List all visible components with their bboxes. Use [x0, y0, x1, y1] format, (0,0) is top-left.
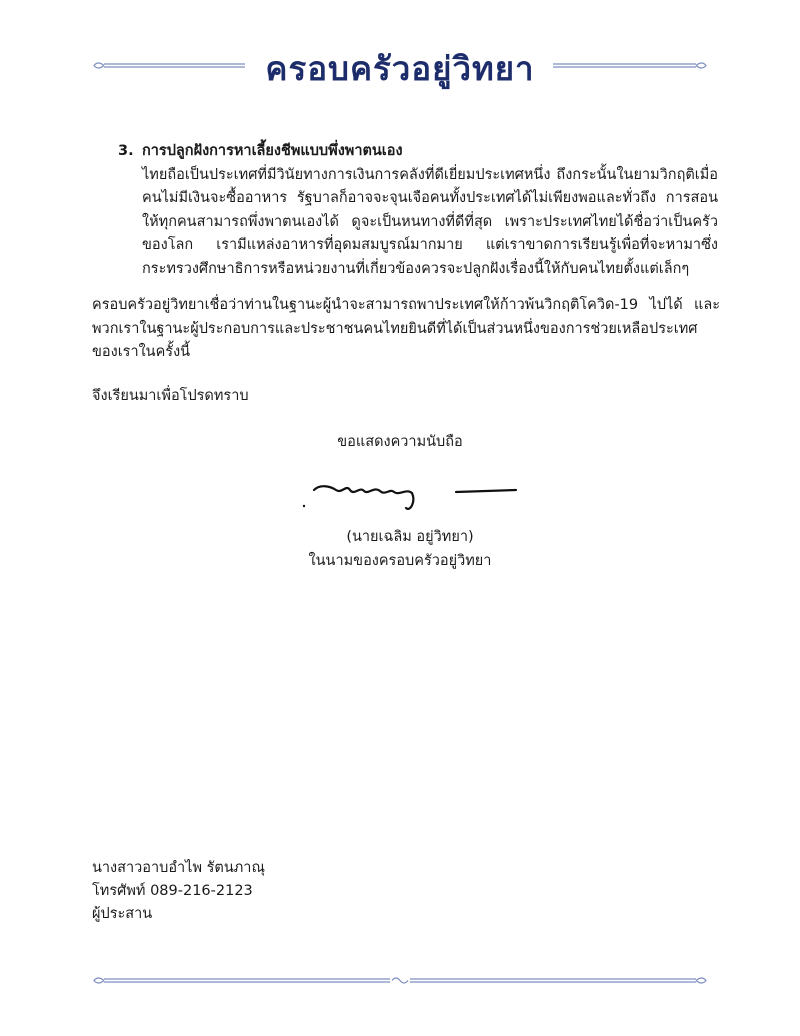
item-title: การปลูกฝังการหาเลี้ยงชีพแบบพึ่งพาตนเอง — [142, 143, 403, 159]
coordinator-block — [92, 857, 265, 926]
item-heading — [118, 140, 718, 164]
letterhead-title: ครอบครัวอยู่วิทยา — [0, 42, 800, 95]
coordinator-title: ผู้ประสาน — [92, 906, 153, 922]
footer-rule — [0, 970, 800, 990]
signer-role: ในนามของครอบครัวอยู่วิทยา — [308, 553, 492, 569]
coordinator-phone: โทรศัพท์ 089-216-2123 — [92, 883, 253, 899]
signer-name: (นายเฉลิม อยู่วิทยา) — [346, 529, 474, 545]
letterhead — [0, 40, 800, 90]
body-paragraph: ครอบครัวอยู่วิทยาเชื่อว่าท่านในฐานะผู้นำจะสามารถพาประเทศให้ก้าวพ้นวิกฤติโควิด-19 ไปได้ และพวกเราในฐานะผู้ประกอบการและประชาชนคนไทยยินดีที่ได้เป็นส่วนหนึ่งของการช่วยเหลือประเทศของเราในครั้งนี้ — [92, 297, 720, 360]
item-number: 3. — [118, 143, 134, 159]
list-item-3 — [118, 140, 718, 281]
regards-line: ขอแสดงความนับถือ — [337, 434, 463, 450]
coordinator-name: นางสาวอาบอำไพ รัตนภาณุ — [92, 860, 265, 876]
signature — [290, 468, 530, 518]
closing-line: จึงเรียนมาเพื่อโปรดทราบ — [92, 388, 249, 404]
item-body: ไทยถือเป็นประเทศที่มีวินัยทางการเงินการคลังที่ดีเยี่ยมประเทศหนึ่ง ถึงกระนั้นในยามวิกฤติเมื่อคนไม่มีเงินจะซื้ออาหาร รัฐบาลก็อาจจะจุนเจือคนทั้งประเทศได้ไม่เพียงพอและทั่วถึง การสอนให้ทุกคนสามารถพึ่งพาตนเองได้ ดูจะเป็นหนทางที่ดีที่สุด เพราะประเทศไทยได้ชื่อว่าเป็นครัวของโลก เรามีแหล่งอาหารที่อุดมสมบูรณ์มากมาย แต่เราขาดการเรียนรู้เพื่อที่จะหามาซึ่งกระทรวงศึกษาธิการหรือหน่วยงานที่เกี่ยวข้องควรจะปลูกฝังเรื่องนี้ให้กับคนไทยตั้งแต่เล็กๆ — [142, 166, 718, 277]
